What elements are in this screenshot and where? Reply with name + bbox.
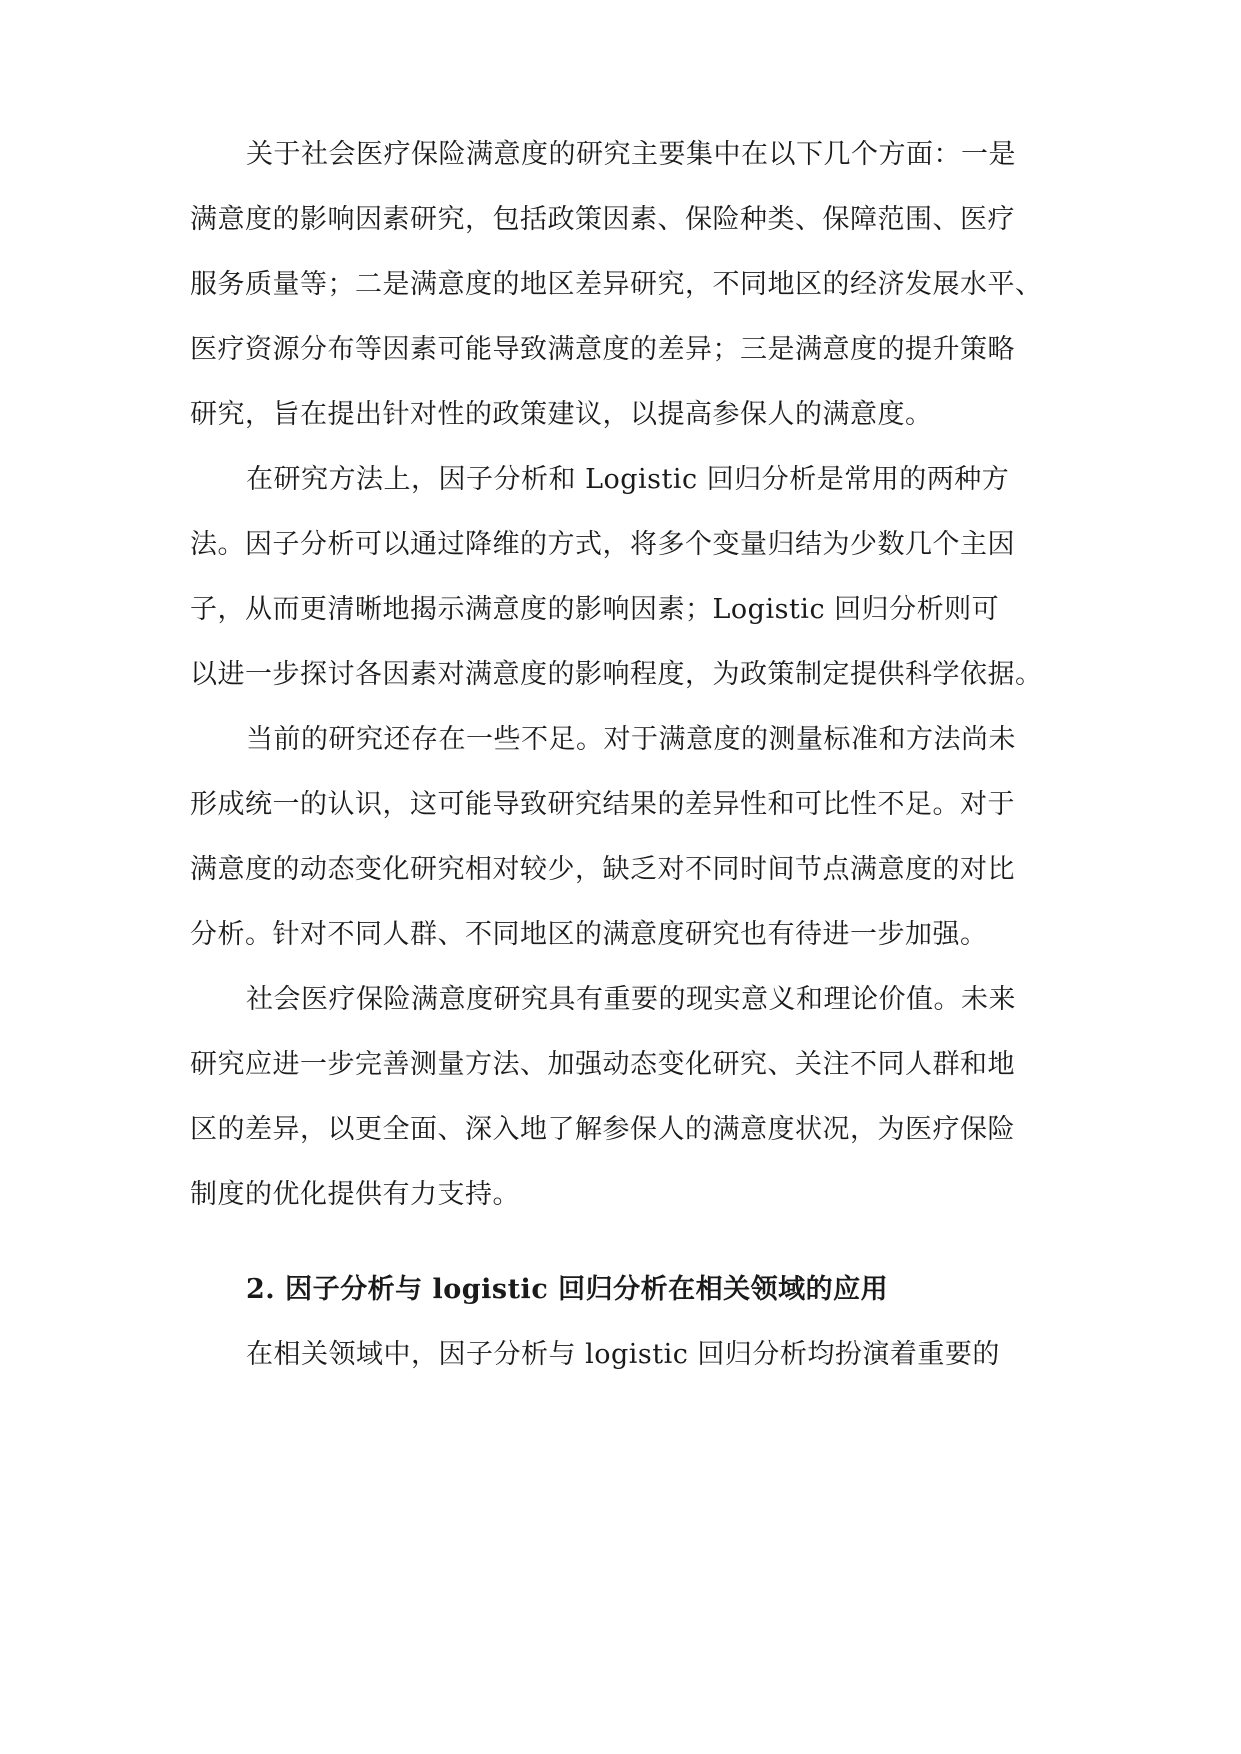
paragraph-3-line-2: 形成统一的认识，这可能导致研究结果的差异性和可比性不足。对于 — [190, 789, 1015, 820]
paragraph-2-line-1: 在研究方法上，因子分析和 Logistic 回归分析是常用的两种方 — [246, 464, 1010, 495]
paragraph-4-line-3: 区的差异，以更全面、深入地了解参保人的满意度状况，为医疗保险 — [190, 1114, 1015, 1145]
paragraph-4-line-1: 社会医疗保险满意度研究具有重要的现实意义和理论价值。未来 — [246, 984, 1016, 1015]
paragraph-1-line-3: 服务质量等；二是满意度的地区差异研究，不同地区的经济发展水平、 — [190, 269, 1043, 300]
paragraph-4-line-4: 制度的优化提供有力支持。 — [190, 1179, 520, 1210]
paragraph-3-line-3: 满意度的动态变化研究相对较少，缺乏对不同时间节点满意度的对比 — [190, 854, 1015, 885]
paragraph-3-line-1: 当前的研究还存在一些不足。对于满意度的测量标准和方法尚未 — [246, 724, 1016, 755]
paragraph-1-line-2: 满意度的影响因素研究，包括政策因素、保险种类、保障范围、医疗 — [190, 204, 1015, 235]
paragraph-3-line-4: 分析。针对不同人群、不同地区的满意度研究也有待进一步加强。 — [190, 919, 988, 950]
paragraph-2-line-2: 法。因子分析可以通过降维的方式，将多个变量归结为少数几个主因 — [190, 529, 1015, 560]
paragraph-1-line-1: 关于社会医疗保险满意度的研究主要集中在以下几个方面：一是 — [246, 139, 1016, 170]
paragraph-4-line-2: 研究应进一步完善测量方法、加强动态变化研究、关注不同人群和地 — [190, 1049, 1015, 1080]
paragraph-2-line-4: 以进一步探讨各因素对满意度的影响程度，为政策制定提供科学依据。 — [190, 659, 1043, 690]
paragraph-5-line-1: 在相关领域中，因子分析与 logistic 回归分析均扮演着重要的 — [246, 1339, 1000, 1370]
paragraph-1-line-4: 医疗资源分布等因素可能导致满意度的差异；三是满意度的提升策略 — [190, 334, 1015, 365]
paragraph-2-line-3: 子，从而更清晰地揭示满意度的影响因素；Logistic 回归分析则可 — [190, 594, 1000, 625]
section-heading: 2. 因子分析与 logistic 回归分析在相关领域的应用 — [246, 1274, 889, 1305]
paragraph-1-line-5: 研究，旨在提出针对性的政策建议，以提高参保人的满意度。 — [190, 399, 933, 430]
